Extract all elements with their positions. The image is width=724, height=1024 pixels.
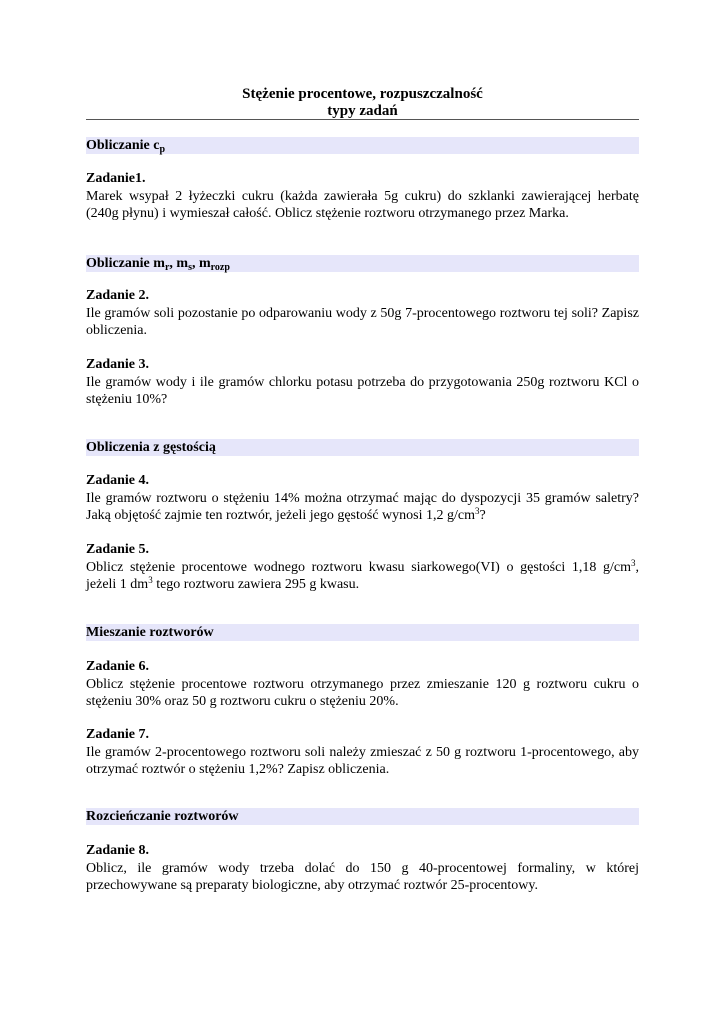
section-heading-obliczenia-z-gestoscia — [86, 439, 639, 456]
task-text-superscript: 3 — [148, 575, 153, 585]
section-heading-subscript: p — [159, 144, 166, 155]
task-text-superscript: 3 — [631, 557, 636, 568]
task-text-part: ? — [479, 508, 486, 523]
section-heading-subscript: rozp — [210, 262, 230, 273]
task-8 — [86, 842, 639, 895]
task-label: Zadanie 2. — [86, 288, 150, 303]
task-text-part: tego roztworu zawiera 295 g kwasu. — [152, 577, 360, 592]
task-5 — [86, 541, 639, 594]
task-text-part: Oblicz stężenie procentowe wodnego roztworu kwasu siarkowego(VI) o gęstości 1,18 g/cm — [86, 559, 631, 575]
section-heading-text: Obliczanie m — [86, 256, 165, 271]
task-text: Oblicz, ile gramów wody trzeba dolać do 150 g 40-procentowej formaliny, w której przechowywane są preparaty biologiczne, aby otrzymać roztwór 25-procentowy. — [86, 860, 639, 893]
section-heading-text: Obliczanie c — [86, 138, 160, 153]
title-line-2: typy zadań — [327, 103, 398, 119]
task-label: Zadanie 5. — [86, 542, 150, 557]
section-heading-subscript: r — [164, 262, 170, 273]
section-heading-text: , m — [169, 256, 189, 271]
task-text — [86, 559, 639, 594]
task-6 — [86, 658, 639, 711]
task-3 — [86, 356, 639, 409]
task-label: Zadanie 4. — [86, 473, 150, 488]
task-1 — [86, 170, 639, 223]
section-heading-obliczanie-cp — [86, 137, 639, 154]
task-2 — [86, 287, 639, 340]
task-text: Marek wsypał 2 łyżeczki cukru (każda zawierała 5g cukru) do szklanki zawierającej herbatę (240g płynu) i wymieszał całość. Oblicz stężenie roztworu otrzymanego przez Marka. — [86, 188, 639, 221]
section-heading-rozcienczanie-roztworow — [86, 808, 639, 825]
task-text: Ile gramów wody i ile gramów chlorku potasu potrzeba do przygotowania 250g roztworu KCl o stężeniu 10%? — [86, 374, 639, 407]
title-line-1: Stężenie procentowe, rozpuszczalność — [242, 86, 483, 102]
section-heading-text: Rozcieńczanie roztworów — [86, 809, 239, 824]
task-label: Zadanie 8. — [86, 843, 150, 858]
task-text — [86, 490, 639, 525]
title-divider — [86, 119, 639, 120]
task-4 — [86, 472, 639, 525]
task-text-superscript: 3 — [475, 506, 480, 516]
section-heading-text: Obliczenia z gęstością — [86, 440, 216, 455]
section-heading-subscript: s — [188, 262, 192, 273]
task-7 — [86, 726, 639, 779]
section-heading-obliczanie-masy — [86, 255, 639, 272]
document-title — [86, 86, 639, 120]
task-text-part: , jeżeli 1 dm — [86, 559, 639, 592]
section-heading-mieszanie-roztworow — [86, 624, 639, 641]
section-heading-text: Mieszanie roztworów — [86, 625, 214, 640]
task-label: Zadanie 7. — [86, 727, 150, 742]
task-text-part: Ile gramów roztworu o stężeniu 14% można otrzymać mając do dyspozycji 35 gramów saletry? Jaką objętość zajmie ten roztwór, jeżeli jego gęstość wynosi 1,2 g/cm — [86, 490, 639, 523]
task-text: Ile gramów 2-procentowego roztworu soli należy zmieszać z 50 g roztworu 1-procentowego, aby otrzymać roztwór o stężeniu 1,2%? Zapisz obliczenia. — [86, 744, 639, 777]
task-text: Oblicz stężenie procentowe roztworu otrzymanego przez zmieszanie 120 g roztworu cukru o stężeniu 30% oraz 50 g roztworu cukru o stężeniu 20%. — [86, 676, 639, 709]
task-label: Zadanie 6. — [86, 659, 150, 674]
task-label: Zadanie1. — [86, 171, 146, 186]
task-text: Ile gramów soli pozostanie po odparowaniu wody z 50g 7-procentowego roztworu tej soli? Zapisz obliczenia. — [86, 305, 639, 338]
section-heading-text: , m — [191, 256, 211, 271]
task-label: Zadanie 3. — [86, 357, 150, 372]
